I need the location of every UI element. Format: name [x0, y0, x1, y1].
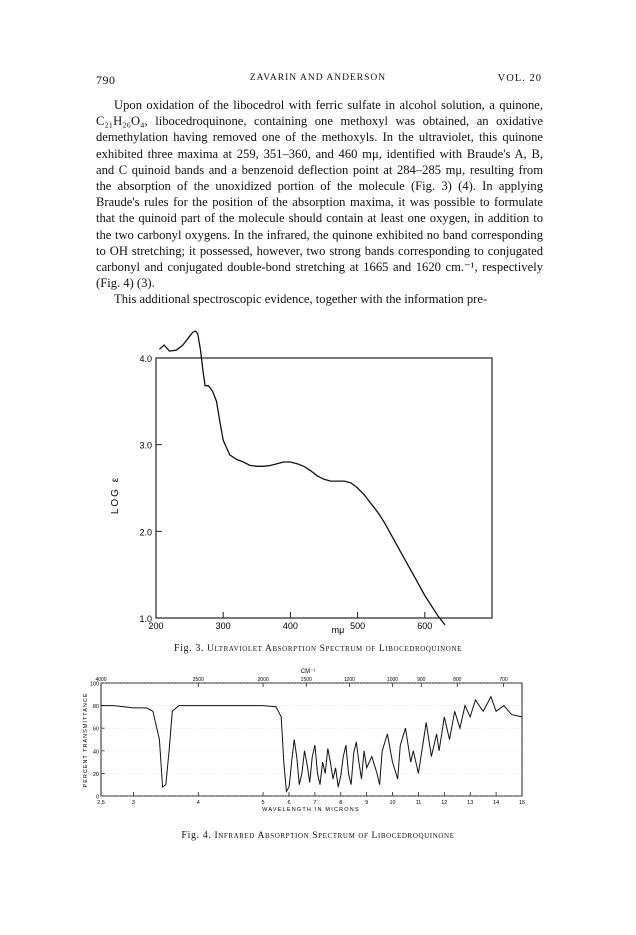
fig4-toptick-label: 900 [417, 677, 426, 683]
fig4-xtick-label: 7 [313, 800, 317, 806]
fig3-caption-text: Ultraviolet Absorption Spectrum of Libocedroquinone [207, 644, 462, 654]
figure-4-caption [0, 830, 636, 841]
fig4-xtick-label: 10 [389, 800, 396, 806]
fig4-ytick-label: 40 [92, 749, 99, 756]
fig4-toptick-label: 2500 [192, 677, 204, 683]
fig4-toptick-label: 1200 [343, 677, 355, 683]
fig4-series-line [101, 697, 522, 792]
fig4-caption-prefix: Fig. 4. [181, 830, 212, 841]
fig4-toptick-label: 4000 [95, 677, 107, 683]
fig3-ytick-label: 1.0 [139, 614, 152, 624]
fig3-xtick-label: 300 [215, 621, 231, 631]
fig4-ytick-label: 20 [92, 771, 99, 778]
fig3-caption-prefix: Fig. 3. [174, 643, 205, 654]
fig4-ytick-label: 60 [92, 726, 99, 733]
fig4-ytick-label: 0 [95, 794, 99, 801]
volume-label: VOL. 20 [497, 73, 542, 84]
fig4-xtick-label: 9 [365, 800, 369, 806]
fig4-xtick-label: 4 [196, 800, 200, 806]
fig3-xtick-label: 200 [148, 621, 164, 631]
paragraph-2: This additional spectroscopic evidence, together with the information pre- [114, 292, 488, 307]
fig4-xtick-label: 15 [518, 800, 526, 806]
fig4-xlabel: WAVELENGTH IN MICRONS [262, 807, 360, 813]
fig4-ytick-label: 80 [92, 704, 99, 711]
fig4-toptick-label: 800 [453, 677, 462, 683]
fig3-ylabel: LOG ε [110, 475, 121, 515]
fig4-xtick-label: 14 [493, 800, 500, 806]
fig4-caption-text: Infrared Absorption Spectrum of Libocedroquinone [214, 831, 455, 841]
fig4-xtick-label: 11 [415, 800, 422, 806]
fig4-xtick-label: 3 [131, 800, 135, 806]
fig4-xtick-label: 5 [261, 800, 265, 806]
fig4-toptick-label: 1000 [386, 677, 399, 683]
fig4-toptick-label: 700 [499, 677, 508, 683]
page-number: 790 [96, 73, 116, 87]
fig4-xtick-label: 2.5 [97, 800, 105, 806]
fig4-xtick-label: 6 [287, 800, 291, 806]
fig4-ylabel: PERCENT TRANSMITTANCE [83, 692, 89, 788]
paragraph-1: Upon oxidation of the libocedrol with ferric sulfate in alcohol solution, a quinone, C₂₁H₂₆O₄, libocedroquinone, containing one methoxyl was obtained, an oxidative demethylation having removed one of the methoxyls. In the ultraviolet, this quinone exhibited three maxima at 259, 351–360, and 460 mμ, identified with Braude's A, B, and C quinoid bands and a benzenoid deflection point at 284–285 mμ, resulting from the absorption of the unoxidized portion of the molecule (Fig. 3) (4). In applying Braude's rules for the position of the absorption maxima, it was possible to formulate that the quinoid part of the molecule should contain at least one oxygen, in addition to the two carbonyl oxygens. In the infrared, the quinone exhibited no band corresponding to OH stretching; it possessed, however, two strong bands corresponding to conjugated carbonyl and conjugated double-bond stretching at 1665 and 1620 cm.⁻¹, respectively (Fig. 4) (3). [96, 98, 543, 291]
fig4-top-unit: CM⁻¹ [300, 669, 316, 675]
fig4-toptick-label: 1500 [300, 677, 312, 683]
fig3-xtick-label: 400 [282, 621, 298, 631]
fig4-xtick-label: 12 [441, 800, 448, 806]
fig3-xlabel: mμ [331, 625, 345, 635]
fig3-ytick-label: 3.0 [139, 440, 152, 451]
fig3-ytick-label: 2.0 [139, 527, 152, 538]
running-header-authors: ZAVARIN AND ANDERSON [249, 73, 387, 83]
fig3-xtick-label: 600 [417, 621, 433, 631]
fig4-toptick-label: 2000 [257, 677, 269, 683]
fig3-xtick-label: 500 [350, 621, 366, 631]
fig3-ytick-label: 4.0 [139, 354, 152, 364]
fig4-plot-frame [101, 683, 522, 796]
fig4-ytick-label: 100 [89, 681, 99, 688]
fig4-xtick-label: 8 [339, 800, 343, 806]
fig4-xtick-label: 13 [467, 800, 474, 806]
